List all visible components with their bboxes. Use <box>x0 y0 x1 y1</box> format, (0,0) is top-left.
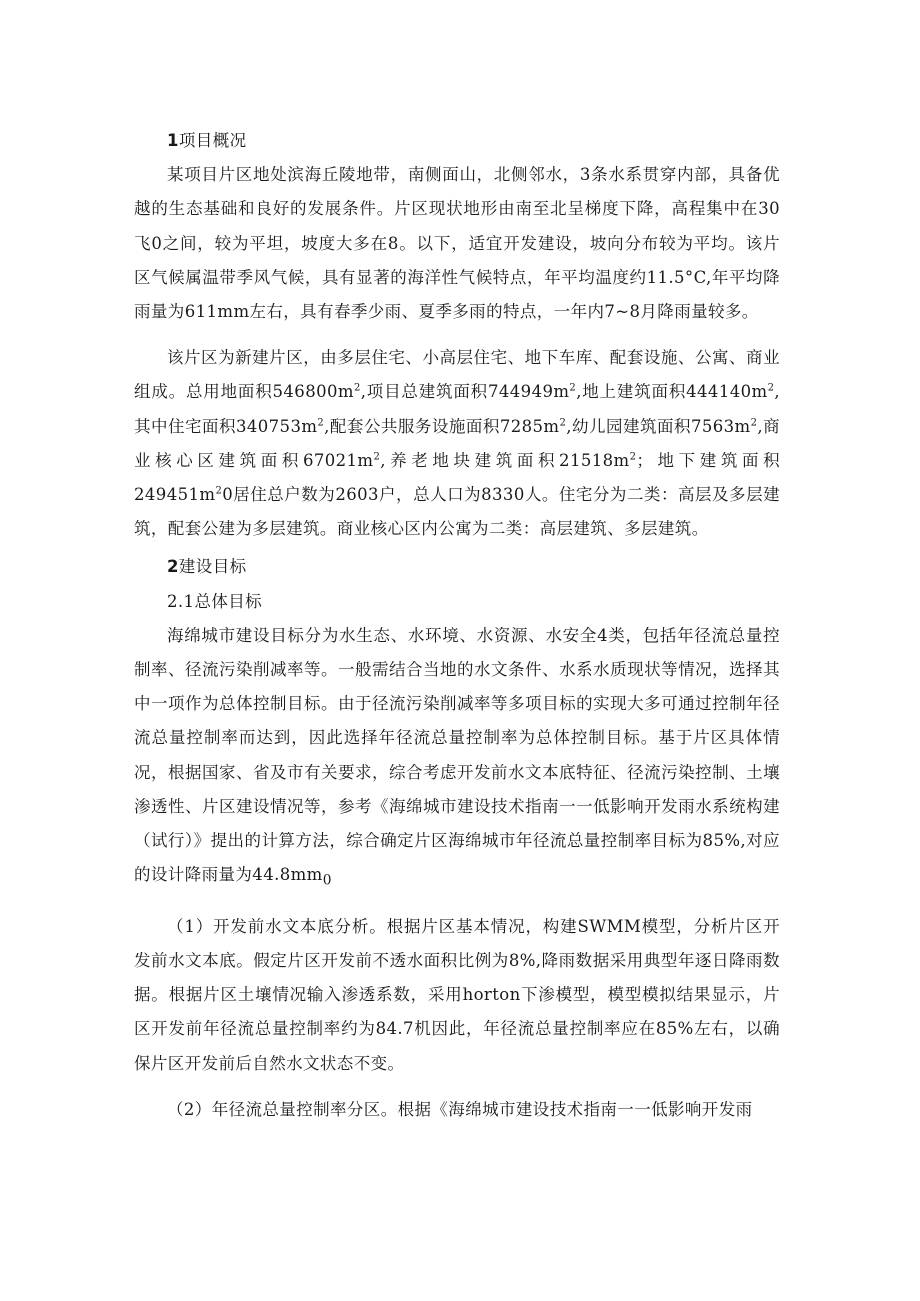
superscript: 2 <box>569 382 577 394</box>
text-run: 该片区为新建片区，由多层住宅、小高层住宅、地下车库、配套设施、公寓、商业组成。总用地面积546800m <box>134 348 780 402</box>
superscript: 2 <box>559 417 567 429</box>
superscript: 2 <box>629 451 637 463</box>
superscript: 2 <box>317 417 325 429</box>
superscript: 2 <box>353 382 361 394</box>
paragraph-project-composition <box>134 341 780 546</box>
superscript: 2 <box>373 451 381 463</box>
paragraph-overall-target <box>134 619 780 898</box>
subscript: 0 <box>322 872 332 889</box>
text-run: ,地上建筑面积444140m <box>576 382 768 402</box>
section-title: 建设目标 <box>178 557 247 577</box>
text-run: ,养老地块建筑面积21518m <box>380 450 630 470</box>
paragraph-hydrology-analysis: （1）开发前水文本底分析。根据片区基本情况，构建SWMM模型，分析片区开发前水文本底。假定片区开发前不透水面积比例为8%,降雨数据采用典型年逐日降雨数据。根据片区土壤情况输入渗透系数，采用horton下渗模型，模型模拟结果显示，片区开发前年径流总量控制率约为84.7机因此，年径流总量控制率应在85%左右，以确保片区开发前后自然水文状态不变。 <box>134 916 780 1073</box>
text-run: ,配套公共服务设施面积7285m <box>324 416 560 436</box>
superscript: 2 <box>750 417 758 429</box>
section-number: 1 <box>167 131 179 150</box>
text-run: 0居住总户数为2603户，总人口为8330人。住宅分为二类：高层及多层建筑，配套公建为多层建筑。商业核心区内公寓为二类：高层建筑、多层建筑。 <box>134 485 780 539</box>
document-body <box>134 124 780 1127</box>
text-run: 海绵城市建设目标分为水生态、水环境、水资源、水安全4类，包括年径流总量控制率、径流污染削减率等。一般需结合当地的水文条件、水系水质现状等情况，选择其中一项作为总体控制目标。由于径流污染削减率等多项目标的实现大多可通过控制年径流总量控制率而达到，因此选择年径流总量控制率为总体控制目标。基于片区具体情况，根据国家、省及市有关要求，综合考虑开发前水文本底特征、径流污染控制、土壤渗透性、片区建设情况等，参考《海绵城市建设技术指南一一低影响开发雨水系统构建（试行）》提出的计算方法，综合确定片区海绵城市年径流总量控制率目标为85%,对应的设计降雨量为44.8mm <box>134 625 780 885</box>
text-run: ,其中住宅面积340753m <box>134 382 780 436</box>
section-2-heading <box>134 550 780 584</box>
superscript: 2 <box>215 485 223 497</box>
paragraph-runoff-zoning: （2）年径流总量控制率分区。根据《海绵城市建设技术指南一一低影响开发雨 <box>167 1099 753 1119</box>
paragraph-project-location: 某项目片区地处滨海丘陵地带，南侧面山，北侧邻水，3条水系贯穿内部，具备优越的生态基础和良好的发展条件。片区现状地形由南至北呈梯度下降，高程集中在30飞0之间，较为平坦，坡度大多在8。以下，适宜开发建设，坡向分布较为平均。该片区气候属温带季风气候，具有显著的海洋性气候特点，年平均温度约11.5°C,年平均降雨量为611mm左右，具有春季少雨、夏季多雨的特点，一年内7~8月降雨量较多。 <box>134 165 780 322</box>
text-run: ,幼儿园建筑面积7563m <box>566 416 751 436</box>
section-title: 项目概况 <box>178 131 247 150</box>
section-number: 2 <box>167 557 179 577</box>
text-run: ,商业核心区建筑面积67021m <box>134 416 780 470</box>
subsection-2-1-heading: 2.1总体目标 <box>167 591 263 611</box>
text-run: ；地下建筑面积249451m <box>134 450 780 505</box>
text-run: ,项目总建筑面积744949m <box>360 382 570 402</box>
superscript: 2 <box>767 382 775 394</box>
section-1-heading <box>134 124 780 158</box>
